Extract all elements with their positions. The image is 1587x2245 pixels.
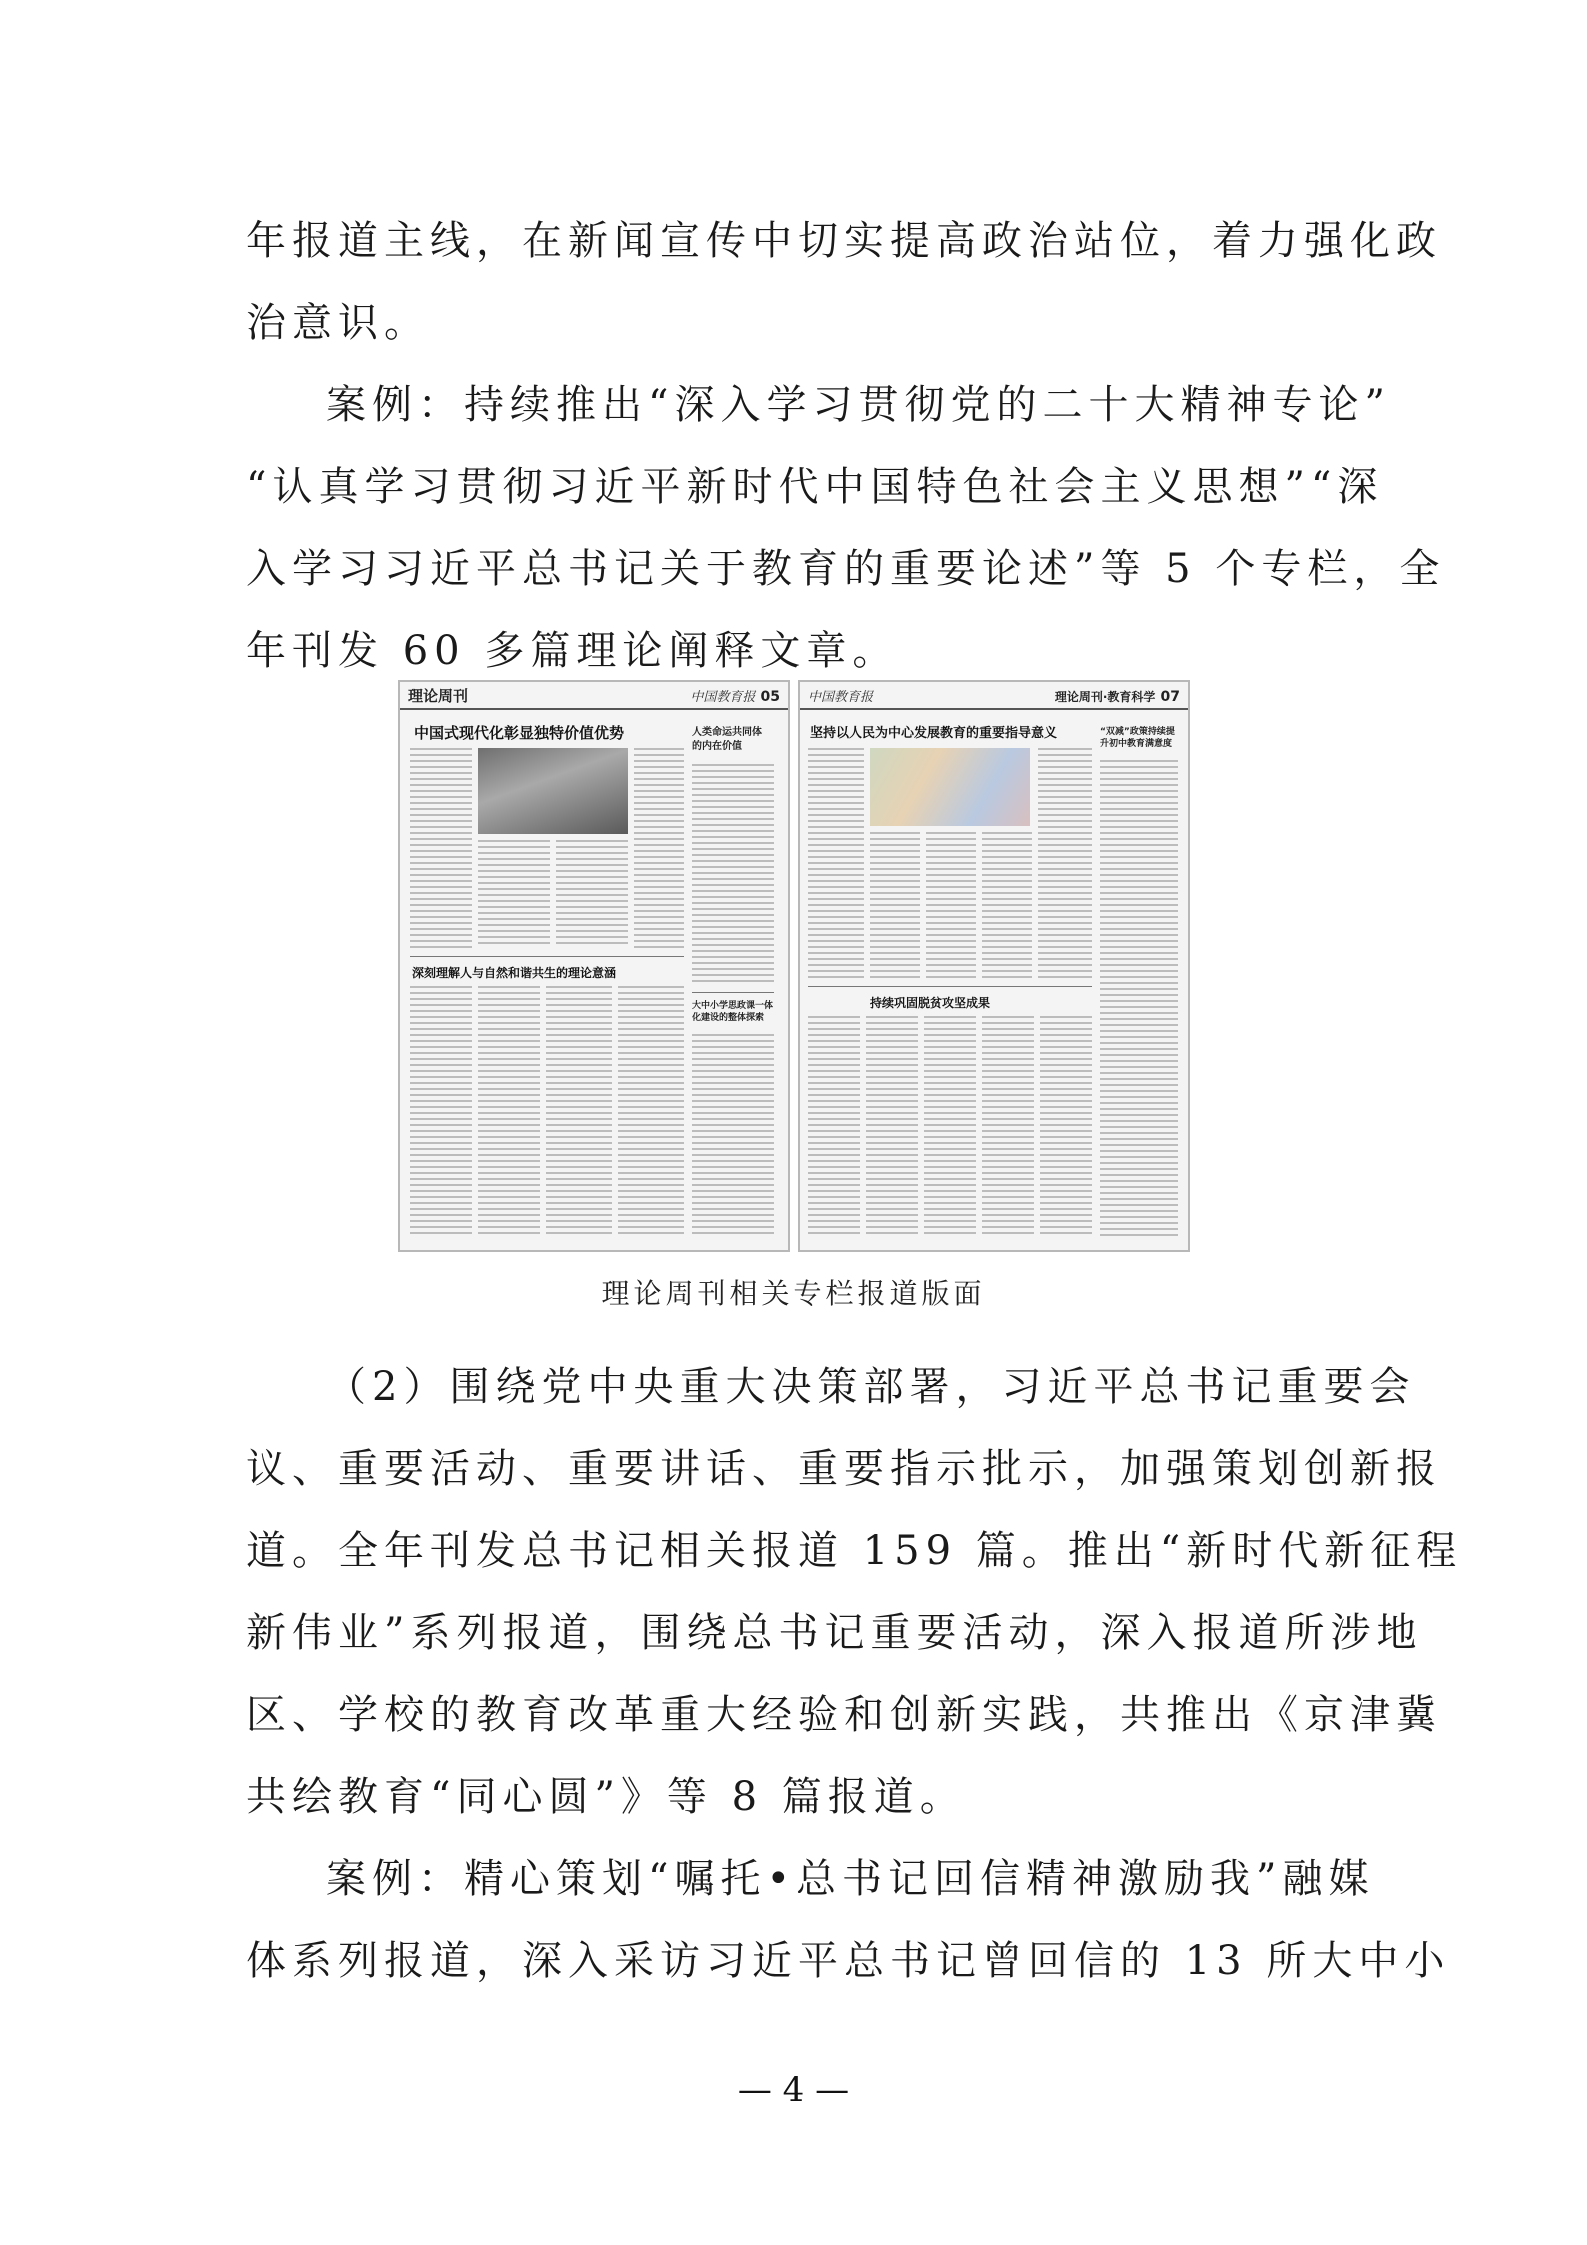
- page-number: — 4 —: [737, 2070, 850, 2110]
- paragraph-3: [246, 1346, 1463, 1838]
- paragraph-line: 区、学校的教育改革重大经验和创新实践，共推出《京津冀: [246, 1692, 1442, 1738]
- text-column: [924, 1016, 976, 1236]
- paragraph-line: 年报道主线，在新闻宣传中切实提高政治站位，着力强化政: [246, 218, 1442, 264]
- headline-second: 持续巩固脱贫攻坚成果: [870, 996, 991, 1010]
- paragraph-line: 议、重要活动、重要讲话、重要指示批示，加强策划创新报: [246, 1446, 1442, 1492]
- newspaper-page-left: [398, 680, 790, 1252]
- text-column: [692, 1034, 774, 1236]
- paragraph-line: 年刊发 60 多篇理论阐释文章。: [246, 628, 899, 674]
- text-column: [982, 1016, 1034, 1236]
- text-column: [634, 748, 684, 948]
- text-column: [866, 1016, 918, 1236]
- paragraph-4: [246, 1838, 1451, 2002]
- paragraph-line: 案例：精心策划“嘱托•总书记回信精神激励我”融媒: [326, 1856, 1375, 1902]
- text-column: [982, 832, 1032, 978]
- paragraph-line: 新伟业”系列报道，围绕总书记重要活动，深入报道所涉地: [246, 1610, 1423, 1656]
- article-photo: [478, 748, 628, 834]
- section-title: 理论周刊: [408, 686, 469, 705]
- paragraph-2: [246, 364, 1446, 692]
- text-column: [808, 1016, 860, 1236]
- masthead: 中国教育报: [690, 689, 756, 705]
- masthead: 中国教育报: [808, 689, 874, 705]
- section-title: 理论周刊·教育科学: [1054, 689, 1156, 704]
- text-column: [478, 840, 550, 948]
- article-photo: [870, 748, 1030, 826]
- newspaper-header: [800, 682, 1188, 710]
- text-column: [556, 840, 628, 948]
- headline-second: 深刻理解人与自然和谐共生的理论意涵: [412, 966, 617, 980]
- text-column: [692, 764, 774, 984]
- side-headline: 大中小学思政课一体化建设的整体探索: [692, 1001, 774, 1023]
- paragraph-line: （2）围绕党中央重大决策部署，习近平总书记重要会: [326, 1364, 1416, 1410]
- paragraph-line: “认真学习贯彻习近平新时代中国特色社会主义思想”“深: [246, 464, 1384, 510]
- newspaper-page-right: [798, 680, 1190, 1252]
- text-column: [410, 986, 472, 1236]
- newspaper-header: [400, 682, 788, 710]
- text-column: [870, 832, 920, 978]
- paragraph-1: [246, 200, 1442, 364]
- divider: [410, 956, 684, 957]
- paragraph-line: 体系列报道，深入采访习近平总书记曾回信的 13 所大中小: [246, 1938, 1451, 1984]
- divider: [692, 992, 774, 993]
- newspaper-figure: [398, 680, 1190, 1252]
- text-column: [1100, 760, 1178, 1236]
- text-column: [926, 832, 976, 978]
- text-column: [546, 986, 612, 1236]
- text-column: [1040, 1016, 1092, 1236]
- newspaper-page-number: 05: [760, 688, 780, 705]
- newspaper-page-number: 07: [1160, 688, 1180, 705]
- text-column: [478, 986, 540, 1236]
- text-column: [808, 748, 864, 978]
- paragraph-line: 入学习习近平总书记关于教育的重要论述”等 5 个专栏，全: [246, 546, 1446, 592]
- side-headline: 人类命运共同体的内在价值: [692, 727, 762, 752]
- figure-caption: 理论周刊相关专栏报道版面: [601, 1277, 986, 1310]
- headline-main: 中国式现代化彰显独特价值优势: [414, 724, 625, 742]
- divider: [808, 986, 1092, 987]
- paragraph-line: 案例：持续推出“深入学习贯彻党的二十大精神专论”: [326, 382, 1391, 428]
- paragraph-line: 共绘教育“同心圆”》等 8 篇报道。: [246, 1774, 966, 1820]
- text-column: [1038, 748, 1092, 978]
- paragraph-line: 治意识。: [246, 300, 430, 346]
- side-headline: “双减”政策持续提升初中教育满意度: [1100, 727, 1175, 749]
- text-column: [618, 986, 684, 1236]
- paragraph-line: 道。全年刊发总书记相关报道 159 篇。推出“新时代新征程: [246, 1528, 1463, 1574]
- text-column: [410, 748, 472, 948]
- headline-main: 坚持以人民为中心发展教育的重要指导意义: [810, 726, 1058, 741]
